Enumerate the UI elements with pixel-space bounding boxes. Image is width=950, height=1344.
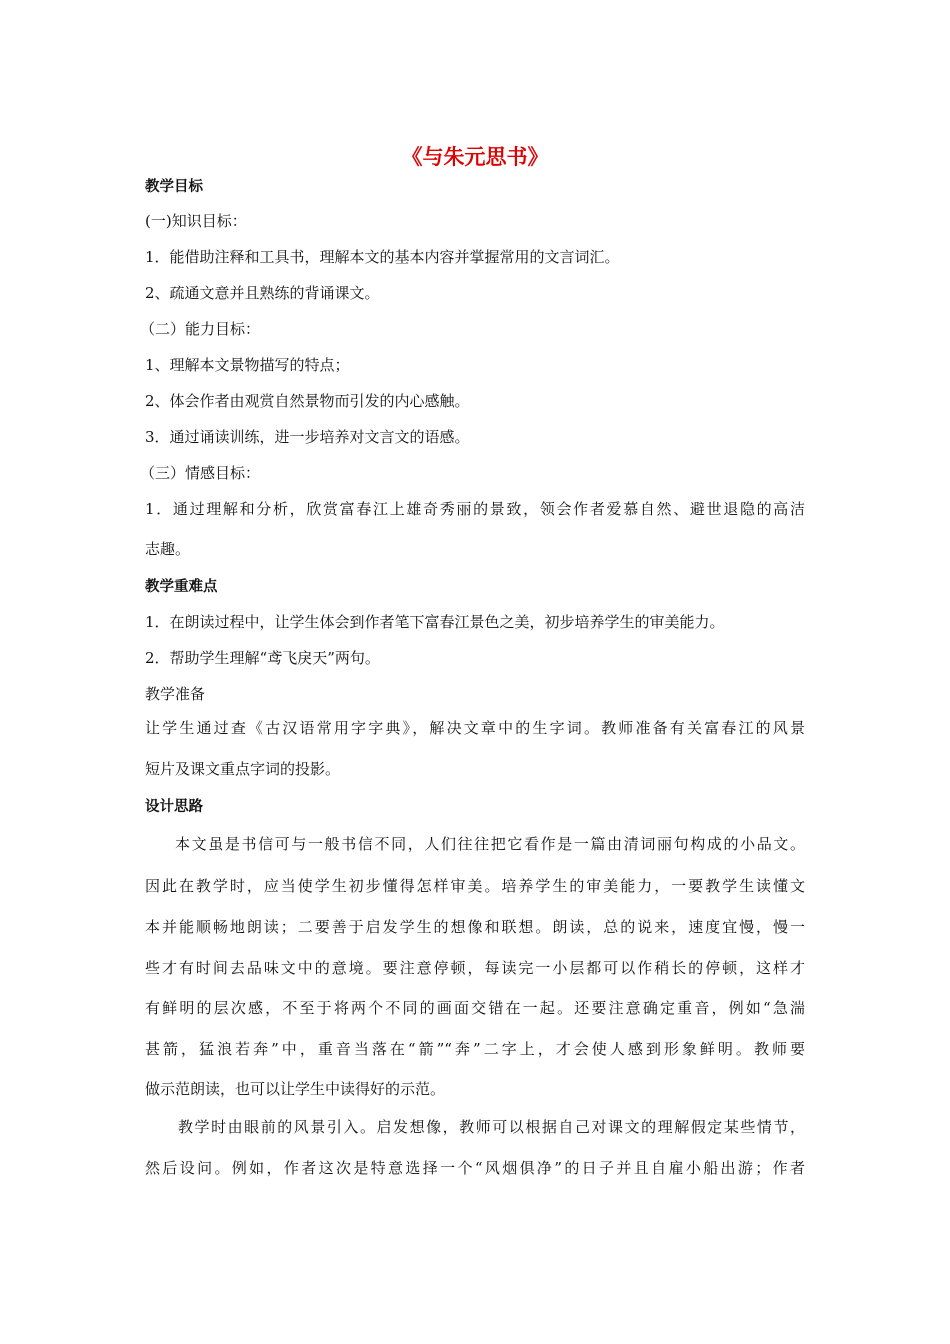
text-line: 有鲜明的层次感，不至于将两个不同的画面交错在一起。还要注意确定重音，例如“急湍 <box>145 999 805 1017</box>
text-line: 3．通过诵读训练，进一步培养对文言文的语感。 <box>145 428 470 446</box>
text-line: 1．通过理解和分析，欣赏富春江上雄奇秀丽的景致，领会作者爱慕自然、避世退隐的高洁 <box>145 500 805 518</box>
section-heading-key-points: 教学重难点 <box>145 579 218 595</box>
text-line: 2．帮助学生理解“鸢飞戾天”两句。 <box>145 649 380 667</box>
subheading-emotion: （三）情感目标： <box>140 464 261 482</box>
text-line: 本并能顺畅地朗读；二要善于启发学生的想像和联想。朗读，总的说来，速度宜慢，慢一 <box>145 918 805 936</box>
text-line: 1．能借助注释和工具书，理解本文的基本内容并掌握常用的文言词汇。 <box>145 248 620 266</box>
text-line: 本文虽是书信可与一般书信不同，人们往往把它看作是一篇由清词丽句构成的小品文。 <box>175 835 805 853</box>
subheading-ability: （二）能力目标： <box>140 320 261 338</box>
text-line: 短片及课文重点字词的投影。 <box>145 760 341 778</box>
text-line: 因此在教学时，应当使学生初步懂得怎样审美。培养学生的审美能力，一要教学生读懂文 <box>145 877 805 895</box>
section-heading-goals: 教学目标 <box>145 179 203 195</box>
text-line: 2、体会作者由观赏自然景物而引发的内心感触。 <box>145 392 470 410</box>
text-line: 些才有时间去品味文中的意境。要注意停顿，每读完一小层都可以作稍长的停顿，这样才 <box>145 959 805 977</box>
text-line: 教学时由眼前的风景引入。启发想像，教师可以根据自己对课文的理解假定某些情节， <box>178 1118 805 1136</box>
text-line: 做示范朗读，也可以让学生中读得好的示范。 <box>145 1080 446 1098</box>
text-line: 然后设问。例如，作者这次是特意选择一个“风烟俱净”的日子并且自雇小船出游；作者 <box>145 1159 805 1177</box>
text-line: 让学生通过查《古汉语常用字字典》，解决文章中的生字词。教师准备有关富春江的风景 <box>145 719 805 737</box>
subheading-knowledge: (一)知识目标： <box>145 212 247 230</box>
text-line: 志趣。 <box>145 540 191 558</box>
section-heading-design: 设计思路 <box>145 799 203 815</box>
section-heading-preparation: 教学准备 <box>145 685 206 703</box>
text-line: 2、疏通文意并且熟练的背诵课文。 <box>145 284 380 302</box>
text-line: 甚箭，猛浪若奔”中，重音当落在“箭”“奔”二字上，才会使人感到形象鲜明。教师要 <box>145 1040 805 1058</box>
document-title: 《与朱元思书》 <box>401 145 549 169</box>
text-line: 1．在朗读过程中，让学生体会到作者笔下富春江景色之美，初步培养学生的审美能力。 <box>145 613 725 631</box>
text-line: 1、理解本文景物描写的特点； <box>145 356 350 374</box>
